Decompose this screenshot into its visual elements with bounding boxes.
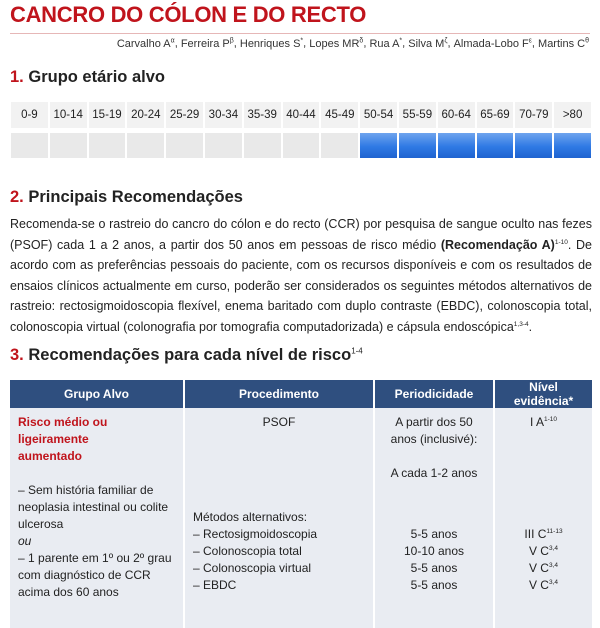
period-alt: 5-5 anos bbox=[410, 578, 458, 592]
age-group-bar bbox=[88, 132, 127, 159]
age-group-label: 70-79 bbox=[514, 101, 553, 129]
age-group-label: 35-39 bbox=[243, 101, 282, 129]
procedure-cell bbox=[184, 408, 374, 628]
evidence-cell bbox=[494, 408, 592, 628]
author: Almada-Lobo $F^\varepsilon$ bbox=[453, 37, 532, 50]
title-divider bbox=[10, 33, 590, 34]
section-heading-risk-levels: 3. Recomendações para cada nível de risco$^{1-4}$ bbox=[10, 346, 363, 364]
risk-level-label: Risco médio ou ligeiramente aumentado bbox=[18, 415, 108, 463]
age-group-label: 45-49 bbox=[320, 101, 359, 129]
evidence-alt: V C$^{3,4}$ bbox=[528, 578, 559, 592]
header-periodicity: Periodicidade bbox=[374, 380, 494, 408]
age-group-bar bbox=[320, 132, 359, 159]
age-group-label: 15-19 bbox=[88, 101, 127, 129]
period-alt: 10-10 anos bbox=[403, 544, 465, 558]
period-sub: A cada 1-2 anos bbox=[390, 466, 478, 480]
age-group-target-bar bbox=[476, 132, 515, 159]
header-target-group: Grupo Alvo bbox=[10, 380, 184, 408]
section-heading-recommendations: 2. Principais Recomendações bbox=[10, 188, 243, 206]
evidence-alt: III $C^{11-13}$ bbox=[524, 527, 563, 541]
age-group-label: 25-29 bbox=[165, 101, 204, 129]
age-group-label: >80 bbox=[553, 101, 592, 129]
procedure-main: PSOF bbox=[262, 415, 296, 429]
procedure-alt: – Rectosigmoidoscopia bbox=[193, 527, 318, 541]
age-group-target-bar bbox=[514, 132, 553, 159]
recommendation-table bbox=[10, 380, 592, 628]
header-evidence-level: Nível evidência* bbox=[494, 380, 592, 408]
author: Ferreira $P^\beta$ bbox=[180, 37, 234, 50]
procedure-alt-title: Métodos alternativos: bbox=[193, 510, 308, 524]
age-group-bar bbox=[10, 132, 49, 159]
age-group-target-bar bbox=[359, 132, 398, 159]
author: Silva $M^\zeta$ bbox=[408, 37, 448, 50]
age-group-label: 60-64 bbox=[437, 101, 476, 129]
evidence-main: I $A^{1-10}$ bbox=[529, 415, 558, 429]
period-alt: 5-5 anos bbox=[410, 527, 458, 541]
author: Henriques S* bbox=[239, 37, 304, 50]
author: Carvalho $A^\alpha$ bbox=[116, 37, 175, 50]
recommendation-paragraph: Recomenda-se o rastreio do cancro do cólon e do recto (CCR) por pesquisa de sangue oculto nas fezes (PSOF) cada 1 a 2 anos, a partir dos 50 anos em pessoas de risco médio (Recomendação A)$^{1-10}$. De acordo com as preferências pessoais do paciente, com os recursos disponíveis e com os resultados de ensaios clínicos actualmente em curso, poderão ser considerados os seguintes métodos alternativos de rastreio: rectosigmoidoscopia flexível, enema baritado com duplo contraste (EBDC), colonoscopia total, colonoscopia virtual (colonografia por tomografia computadorizada) e cápsula endoscópica$^{1,3-4}$. bbox=[10, 217, 592, 334]
age-group-bar bbox=[165, 132, 204, 159]
document-title: CANCRO DO CÓLON E DO RECTO bbox=[10, 2, 367, 27]
author-list: Carvalho $A^\alpha$, Ferreira $P^\beta$, Henriques S*, Lopes $MR^\delta$, Rua A*, Silva $M^\zeta$, Almada-Lobo $F^\varepsilon$, Martins $C^\theta$ bbox=[116, 37, 589, 50]
age-group-bar bbox=[243, 132, 282, 159]
procedure-alt: – EBDC bbox=[193, 578, 237, 592]
age-group-label: 40-44 bbox=[282, 101, 321, 129]
age-group-label: 20-24 bbox=[126, 101, 165, 129]
group-criterion: – 1 parente em 1º ou 2º grau com diagnóstico de CCR acima dos 60 anos bbox=[18, 551, 172, 599]
procedure-alt: – Colonoscopia virtual bbox=[193, 561, 312, 575]
age-group-bar bbox=[49, 132, 88, 159]
periodicity-cell bbox=[374, 408, 494, 628]
table-row bbox=[10, 408, 592, 628]
evidence-alt: V C$^{3,4}$ bbox=[528, 561, 559, 575]
author: Martins $C^\theta$ bbox=[538, 37, 589, 50]
header-procedure: Procedimento bbox=[184, 380, 374, 408]
age-group-label: 10-14 bbox=[49, 101, 88, 129]
age-group-bar bbox=[204, 132, 243, 159]
age-group-label: 0-9 bbox=[10, 101, 49, 129]
age-group-label: 50-54 bbox=[359, 101, 398, 129]
target-group-cell bbox=[10, 408, 184, 628]
section-heading-age-group: 1. Grupo etário alvo bbox=[10, 68, 165, 86]
period-alt: 5-5 anos bbox=[410, 561, 458, 575]
evidence-alt: V C$^{3,4}$ bbox=[528, 544, 559, 558]
table-header-row bbox=[10, 380, 592, 408]
age-group-target-bar bbox=[553, 132, 592, 159]
age-group-label: 65-69 bbox=[476, 101, 515, 129]
group-criterion: – Sem história familiar de neoplasia intestinal ou colite ulcerosa bbox=[18, 483, 169, 531]
period-main: A partir dos 50 anos (inclusivé): bbox=[390, 415, 478, 446]
procedure-alt: – Colonoscopia total bbox=[193, 544, 302, 558]
age-group-target-bar bbox=[437, 132, 476, 159]
age-group-grid bbox=[10, 101, 592, 159]
age-group-label: 55-59 bbox=[398, 101, 437, 129]
author: Rua A* bbox=[369, 37, 403, 50]
age-group-bar bbox=[282, 132, 321, 159]
age-group-target-bar bbox=[398, 132, 437, 159]
age-group-label: 30-34 bbox=[204, 101, 243, 129]
author: Lopes $MR^\delta$ bbox=[309, 37, 364, 50]
group-or: ou bbox=[18, 534, 32, 548]
age-group-bar bbox=[126, 132, 165, 159]
